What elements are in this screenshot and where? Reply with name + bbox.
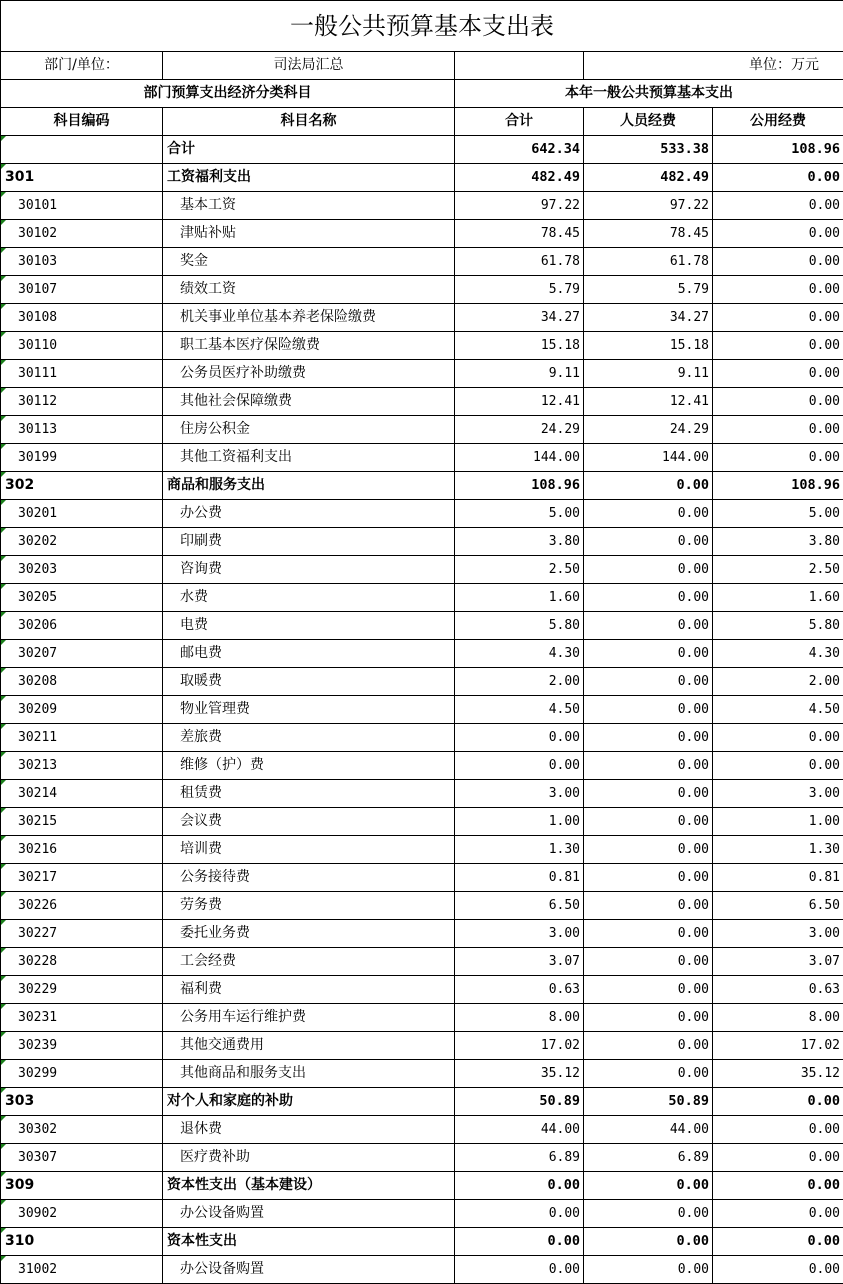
cell-code: 30199 (1, 444, 163, 472)
cell-name: 委托业务费 (163, 920, 455, 948)
cell-sum: 5.80 (455, 612, 584, 640)
cell-public: 0.00 (713, 1172, 843, 1200)
item-row (1, 360, 843, 388)
cell-sum: 6.50 (455, 892, 584, 920)
cell-sum: 482.49 (455, 164, 584, 192)
total-public: 108.96 (713, 136, 843, 164)
cell-code: 30213 (1, 752, 163, 780)
cell-sum: 17.02 (455, 1032, 584, 1060)
cell-name: 办公设备购置 (163, 1200, 455, 1228)
dept-value: 司法局汇总 (163, 52, 455, 80)
cell-code: 30110 (1, 332, 163, 360)
item-row (1, 724, 843, 752)
item-row (1, 780, 843, 808)
cell-code: 301 (1, 164, 163, 192)
cell-code: 30229 (1, 976, 163, 1004)
cell-name: 邮电费 (163, 640, 455, 668)
cell-public: 0.00 (713, 1088, 843, 1116)
item-row (1, 388, 843, 416)
cell-personnel: 144.00 (584, 444, 713, 472)
cell-public: 5.00 (713, 500, 843, 528)
cell-sum: 0.00 (455, 1228, 584, 1256)
cell-personnel: 44.00 (584, 1116, 713, 1144)
cell-code: 30107 (1, 276, 163, 304)
cell-public: 0.00 (713, 220, 843, 248)
cell-code: 30112 (1, 388, 163, 416)
item-row (1, 1116, 843, 1144)
cell-code: 302 (1, 472, 163, 500)
item-row (1, 864, 843, 892)
cell-name: 培训费 (163, 836, 455, 864)
cell-sum: 144.00 (455, 444, 584, 472)
cell-personnel: 0.00 (584, 1060, 713, 1088)
blank-cell (455, 52, 584, 80)
item-row (1, 1256, 843, 1284)
category-row (1, 1172, 843, 1200)
cell-public: 0.81 (713, 864, 843, 892)
cell-code: 30201 (1, 500, 163, 528)
dept-label: 部门/单位： (1, 52, 163, 80)
cell-code: 310 (1, 1228, 163, 1256)
cell-public: 0.00 (713, 388, 843, 416)
cell-sum: 3.80 (455, 528, 584, 556)
item-row (1, 948, 843, 976)
cell-sum: 0.63 (455, 976, 584, 1004)
cell-personnel: 0.00 (584, 976, 713, 1004)
total-name: 合计 (163, 136, 455, 164)
cell-personnel: 97.22 (584, 192, 713, 220)
cell-code: 30902 (1, 1200, 163, 1228)
cell-personnel: 0.00 (584, 1200, 713, 1228)
cell-personnel: 5.79 (584, 276, 713, 304)
cell-public: 1.30 (713, 836, 843, 864)
cell-name: 印刷费 (163, 528, 455, 556)
cell-personnel: 0.00 (584, 752, 713, 780)
item-row (1, 1144, 843, 1172)
cell-public: 108.96 (713, 472, 843, 500)
cell-name: 公务员医疗补助缴费 (163, 360, 455, 388)
cell-name: 会议费 (163, 808, 455, 836)
cell-public: 0.00 (713, 1256, 843, 1284)
cell-code: 30227 (1, 920, 163, 948)
cell-sum: 78.45 (455, 220, 584, 248)
cell-personnel: 78.45 (584, 220, 713, 248)
cell-sum: 3.00 (455, 780, 584, 808)
cell-personnel: 0.00 (584, 528, 713, 556)
cell-sum: 108.96 (455, 472, 584, 500)
cell-name: 津贴补贴 (163, 220, 455, 248)
cell-name: 其他工资福利支出 (163, 444, 455, 472)
header-group-left: 部门预算支出经济分类科目 (1, 80, 455, 108)
item-row (1, 640, 843, 668)
cell-name: 绩效工资 (163, 276, 455, 304)
cell-name: 咨询费 (163, 556, 455, 584)
cell-public: 0.00 (713, 1200, 843, 1228)
cell-public: 17.02 (713, 1032, 843, 1060)
cell-public: 0.63 (713, 976, 843, 1004)
cell-code: 30217 (1, 864, 163, 892)
cell-code: 30102 (1, 220, 163, 248)
cell-personnel: 0.00 (584, 780, 713, 808)
cell-personnel: 0.00 (584, 1004, 713, 1032)
cell-personnel: 34.27 (584, 304, 713, 332)
total-row (1, 136, 843, 164)
cell-code: 30231 (1, 1004, 163, 1032)
cell-personnel: 0.00 (584, 500, 713, 528)
page-title: 一般公共预算基本支出表 (1, 1, 843, 52)
cell-sum: 1.00 (455, 808, 584, 836)
cell-sum: 0.00 (455, 724, 584, 752)
category-row (1, 472, 843, 500)
cell-personnel: 0.00 (584, 668, 713, 696)
item-row (1, 556, 843, 584)
cell-sum: 1.60 (455, 584, 584, 612)
item-row (1, 304, 843, 332)
cell-name: 工会经费 (163, 948, 455, 976)
cell-name: 机关事业单位基本养老保险缴费 (163, 304, 455, 332)
item-row (1, 416, 843, 444)
cell-public: 3.80 (713, 528, 843, 556)
cell-name: 医疗费补助 (163, 1144, 455, 1172)
cell-name: 福利费 (163, 976, 455, 1004)
cell-sum: 97.22 (455, 192, 584, 220)
cell-personnel: 12.41 (584, 388, 713, 416)
cell-personnel: 0.00 (584, 472, 713, 500)
cell-personnel: 0.00 (584, 1256, 713, 1284)
cell-public: 5.80 (713, 612, 843, 640)
cell-code: 30111 (1, 360, 163, 388)
cell-sum: 15.18 (455, 332, 584, 360)
cell-code: 30302 (1, 1116, 163, 1144)
cell-personnel: 0.00 (584, 1032, 713, 1060)
item-row (1, 192, 843, 220)
cell-code: 303 (1, 1088, 163, 1116)
cell-code: 30202 (1, 528, 163, 556)
cell-name: 退休费 (163, 1116, 455, 1144)
cell-public: 0.00 (713, 248, 843, 276)
cell-sum: 6.89 (455, 1144, 584, 1172)
cell-sum: 34.27 (455, 304, 584, 332)
cell-code: 30113 (1, 416, 163, 444)
cell-name: 维修（护）费 (163, 752, 455, 780)
cell-sum: 50.89 (455, 1088, 584, 1116)
cell-name: 物业管理费 (163, 696, 455, 724)
cell-personnel: 0.00 (584, 1228, 713, 1256)
cell-name: 其他商品和服务支出 (163, 1060, 455, 1088)
cell-personnel: 0.00 (584, 892, 713, 920)
cell-sum: 0.00 (455, 1256, 584, 1284)
cell-public: 0.00 (713, 276, 843, 304)
item-row (1, 1200, 843, 1228)
cell-name: 租赁费 (163, 780, 455, 808)
cell-name: 取暖费 (163, 668, 455, 696)
item-row (1, 248, 843, 276)
item-row (1, 276, 843, 304)
cell-public: 0.00 (713, 332, 843, 360)
cell-public: 3.07 (713, 948, 843, 976)
cell-personnel: 9.11 (584, 360, 713, 388)
cell-name: 差旅费 (163, 724, 455, 752)
cell-code: 30206 (1, 612, 163, 640)
cell-sum: 9.11 (455, 360, 584, 388)
cell-name: 对个人和家庭的补助 (163, 1088, 455, 1116)
category-row (1, 1088, 843, 1116)
cell-name: 住房公积金 (163, 416, 455, 444)
cell-public: 1.60 (713, 584, 843, 612)
cell-personnel: 0.00 (584, 1172, 713, 1200)
cell-sum: 4.30 (455, 640, 584, 668)
total-sum: 642.34 (455, 136, 584, 164)
cell-code: 30203 (1, 556, 163, 584)
cell-public: 35.12 (713, 1060, 843, 1088)
cell-sum: 5.00 (455, 500, 584, 528)
cell-code: 30211 (1, 724, 163, 752)
unit-label: 单位：万元 (584, 52, 843, 80)
cell-name: 水费 (163, 584, 455, 612)
cell-code: 30226 (1, 892, 163, 920)
cell-sum: 0.00 (455, 1200, 584, 1228)
cell-name: 工资福利支出 (163, 164, 455, 192)
item-row (1, 668, 843, 696)
item-row (1, 920, 843, 948)
cell-public: 0.00 (713, 416, 843, 444)
cell-public: 0.00 (713, 360, 843, 388)
item-row (1, 1032, 843, 1060)
cell-personnel: 15.18 (584, 332, 713, 360)
cell-personnel: 0.00 (584, 640, 713, 668)
item-row (1, 892, 843, 920)
item-row (1, 696, 843, 724)
cell-name: 奖金 (163, 248, 455, 276)
cell-public: 0.00 (713, 724, 843, 752)
cell-code: 30208 (1, 668, 163, 696)
cell-name: 资本性支出 (163, 1228, 455, 1256)
cell-personnel: 61.78 (584, 248, 713, 276)
cell-sum: 8.00 (455, 1004, 584, 1032)
cell-name: 商品和服务支出 (163, 472, 455, 500)
cell-public: 2.00 (713, 668, 843, 696)
total-code-cell (1, 136, 163, 164)
cell-personnel: 0.00 (584, 948, 713, 976)
cell-public: 0.00 (713, 752, 843, 780)
cell-sum: 3.00 (455, 920, 584, 948)
cell-sum: 0.00 (455, 752, 584, 780)
cell-code: 30108 (1, 304, 163, 332)
cell-public: 0.00 (713, 304, 843, 332)
cell-public: 0.00 (713, 1228, 843, 1256)
cell-public: 0.00 (713, 444, 843, 472)
item-row (1, 500, 843, 528)
cell-code: 30207 (1, 640, 163, 668)
cell-sum: 44.00 (455, 1116, 584, 1144)
item-row (1, 444, 843, 472)
cell-public: 4.30 (713, 640, 843, 668)
item-row (1, 220, 843, 248)
cell-code: 30215 (1, 808, 163, 836)
item-row (1, 612, 843, 640)
cell-name: 办公费 (163, 500, 455, 528)
cell-name: 公务用车运行维护费 (163, 1004, 455, 1032)
item-row (1, 1060, 843, 1088)
cell-code: 30239 (1, 1032, 163, 1060)
cell-name: 办公设备购置 (163, 1256, 455, 1284)
cell-code: 30216 (1, 836, 163, 864)
cell-code: 309 (1, 1172, 163, 1200)
cell-sum: 24.29 (455, 416, 584, 444)
cell-personnel: 0.00 (584, 584, 713, 612)
item-row (1, 528, 843, 556)
cell-name: 资本性支出（基本建设） (163, 1172, 455, 1200)
cell-personnel: 0.00 (584, 724, 713, 752)
cell-personnel: 0.00 (584, 808, 713, 836)
cell-sum: 1.30 (455, 836, 584, 864)
cell-public: 3.00 (713, 780, 843, 808)
cell-personnel: 0.00 (584, 836, 713, 864)
item-row (1, 808, 843, 836)
cell-personnel: 50.89 (584, 1088, 713, 1116)
cell-name: 其他交通费用 (163, 1032, 455, 1060)
cell-code: 30101 (1, 192, 163, 220)
col-header-personnel: 人员经费 (584, 108, 713, 136)
cell-public: 8.00 (713, 1004, 843, 1032)
cell-name: 公务接待费 (163, 864, 455, 892)
cell-public: 1.00 (713, 808, 843, 836)
cell-code: 30214 (1, 780, 163, 808)
item-row (1, 584, 843, 612)
item-row (1, 836, 843, 864)
col-header-public: 公用经费 (713, 108, 843, 136)
cell-sum: 4.50 (455, 696, 584, 724)
item-row (1, 1004, 843, 1032)
cell-sum: 2.00 (455, 668, 584, 696)
col-header-sum: 合计 (455, 108, 584, 136)
item-row (1, 752, 843, 780)
cell-name: 基本工资 (163, 192, 455, 220)
cell-public: 0.00 (713, 1116, 843, 1144)
item-row (1, 332, 843, 360)
cell-public: 6.50 (713, 892, 843, 920)
cell-sum: 12.41 (455, 388, 584, 416)
cell-personnel: 24.29 (584, 416, 713, 444)
cell-public: 3.00 (713, 920, 843, 948)
cell-name: 劳务费 (163, 892, 455, 920)
cell-code: 30228 (1, 948, 163, 976)
item-row (1, 976, 843, 1004)
cell-code: 31002 (1, 1256, 163, 1284)
cell-public: 2.50 (713, 556, 843, 584)
cell-code: 30209 (1, 696, 163, 724)
col-header-code: 科目编码 (1, 108, 163, 136)
col-header-name: 科目名称 (163, 108, 455, 136)
cell-sum: 2.50 (455, 556, 584, 584)
cell-personnel: 482.49 (584, 164, 713, 192)
header-group-right: 本年一般公共预算基本支出 (455, 80, 843, 108)
cell-sum: 5.79 (455, 276, 584, 304)
cell-personnel: 0.00 (584, 696, 713, 724)
cell-code: 30205 (1, 584, 163, 612)
cell-personnel: 0.00 (584, 612, 713, 640)
category-row (1, 164, 843, 192)
cell-code: 30307 (1, 1144, 163, 1172)
cell-name: 电费 (163, 612, 455, 640)
cell-code: 30299 (1, 1060, 163, 1088)
cell-sum: 61.78 (455, 248, 584, 276)
total-personnel: 533.38 (584, 136, 713, 164)
cell-sum: 0.00 (455, 1172, 584, 1200)
cell-sum: 0.81 (455, 864, 584, 892)
cell-name: 其他社会保障缴费 (163, 388, 455, 416)
cell-name: 职工基本医疗保险缴费 (163, 332, 455, 360)
cell-personnel: 0.00 (584, 864, 713, 892)
cell-personnel: 0.00 (584, 920, 713, 948)
cell-public: 0.00 (713, 164, 843, 192)
cell-personnel: 0.00 (584, 556, 713, 584)
cell-personnel: 6.89 (584, 1144, 713, 1172)
cell-sum: 35.12 (455, 1060, 584, 1088)
cell-public: 0.00 (713, 1144, 843, 1172)
cell-public: 4.50 (713, 696, 843, 724)
cell-code: 30103 (1, 248, 163, 276)
cell-public: 0.00 (713, 192, 843, 220)
category-row (1, 1228, 843, 1256)
cell-sum: 3.07 (455, 948, 584, 976)
